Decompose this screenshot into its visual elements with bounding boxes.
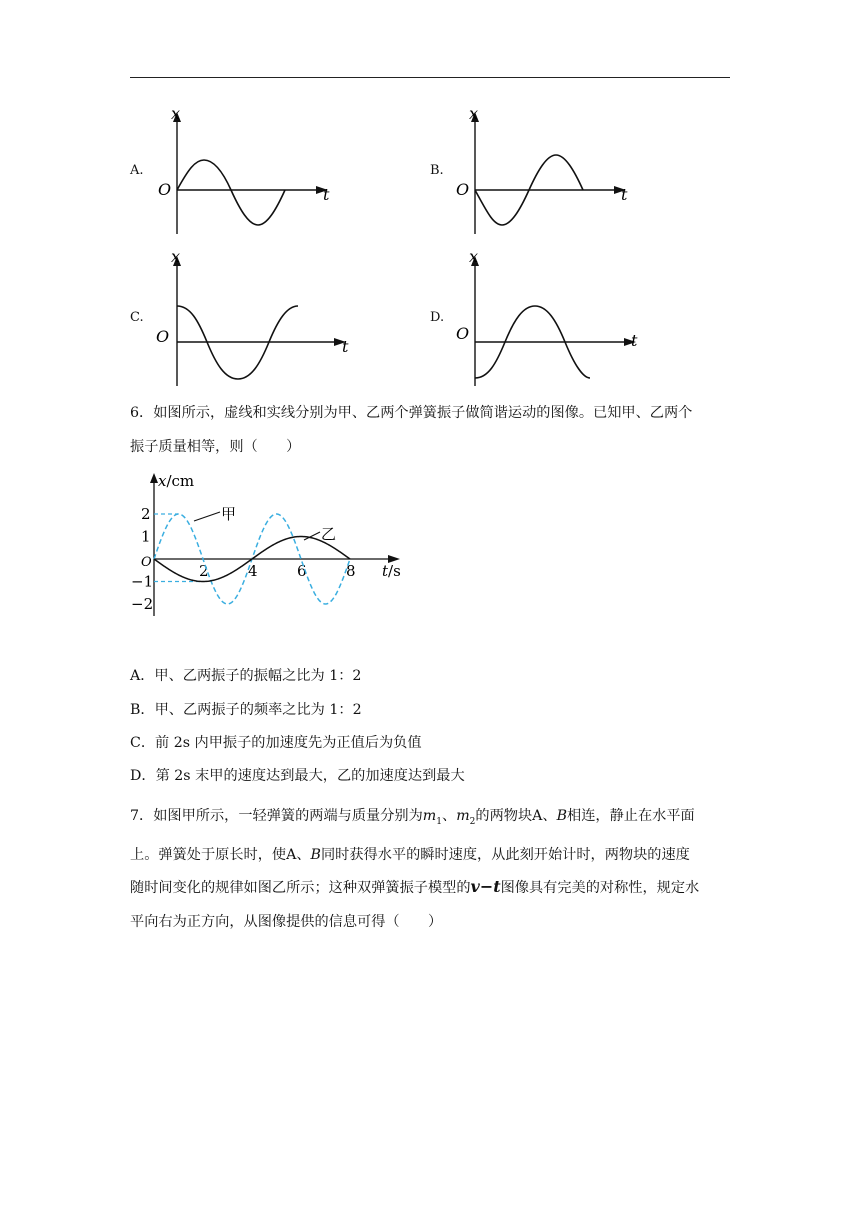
q7-m1: m [422, 808, 437, 824]
q6-choice-c: C．前 2s 内甲振子的加速度先为正值后为负值 [130, 735, 422, 751]
q7-vt: v−t [470, 877, 501, 896]
q6-stem-line1: 6．如图所示，虚线和实线分别为甲、乙两个弹簧振子做简谐运动的图像。已知甲、乙两个 [130, 405, 693, 421]
q7-label-b: B [556, 808, 568, 824]
option-d-origin: O [456, 324, 470, 343]
option-a-letter: A. [130, 163, 144, 178]
chart-series-label-jia: 甲 [221, 505, 237, 523]
option-d-y-label: x [469, 247, 479, 266]
option-c-y-label: x [171, 247, 181, 266]
option-a-graph [150, 104, 340, 239]
option-a-x-label: t [323, 185, 330, 204]
chart-origin: O [141, 555, 152, 570]
chart-series-label-yi: 乙 [321, 525, 337, 543]
q7-line3: 随时间变化的规律如图乙所示；这种双弹簧振子模型的v−t图像具有完美的对称性，规定水 [130, 877, 700, 896]
option-c-x-label: t [342, 337, 349, 356]
chart-x-axis-label: t/s [382, 562, 401, 580]
chart-y-tick-label: 1 [141, 527, 151, 546]
q6-chart [128, 468, 418, 628]
q7-m2: m [456, 808, 470, 824]
option-b-letter: B. [430, 163, 444, 178]
option-c-graph [150, 244, 360, 389]
option-c-letter: C. [130, 310, 144, 325]
q7-label-a: A [532, 808, 543, 824]
option-d-graph [450, 244, 650, 389]
chart-x-tick-label: 8 [346, 562, 356, 580]
chart-y-axis-label: x/cm [158, 472, 195, 490]
header-rule [130, 77, 730, 78]
q7-line4: 平向右为正方向，从图像提供的信息可得（ ） [130, 914, 443, 930]
q6-choice-a: A．甲、乙两振子的振幅之比为 1：2 [130, 668, 362, 684]
option-c-origin: O [156, 327, 170, 346]
option-b-y-label: x [469, 104, 479, 123]
option-d-x-label: t [631, 331, 638, 350]
option-b-graph [450, 104, 640, 239]
option-a-y-label: x [171, 104, 181, 123]
chart-x-tick-label: 6 [297, 562, 307, 580]
q7-line2: 上。弹簧处于原长时，使A、B同时获得水平的瞬时速度，从此刻开始计时，两物块的速度 [130, 847, 690, 863]
option-b-origin: O [456, 180, 470, 199]
chart-y-tick-label: 2 [141, 505, 151, 523]
option-d-letter: D. [430, 310, 445, 325]
chart-x-tick-label: 2 [199, 562, 209, 580]
chart-y-tick-label: −2 [131, 595, 154, 613]
q6-choice-d: D．第 2s 末甲的速度达到最大，乙的加速度达到最大 [130, 768, 465, 784]
q6-choice-b: B．甲、乙两振子的频率之比为 1：2 [130, 702, 362, 718]
option-a-origin: O [158, 180, 172, 199]
q6-stem-line2: 振子质量相等，则（ ） [130, 439, 301, 455]
option-b-x-label: t [621, 185, 628, 204]
chart-y-tick-label: −1 [131, 572, 154, 591]
q7-line1: 7．如图甲所示，一轻弹簧的两端与质量分别为$m_1$、$m_2$的两物块A、B相连，静止在水平面 [130, 808, 695, 827]
chart-x-tick-label: 4 [248, 562, 258, 580]
option-a-curve [177, 160, 285, 225]
